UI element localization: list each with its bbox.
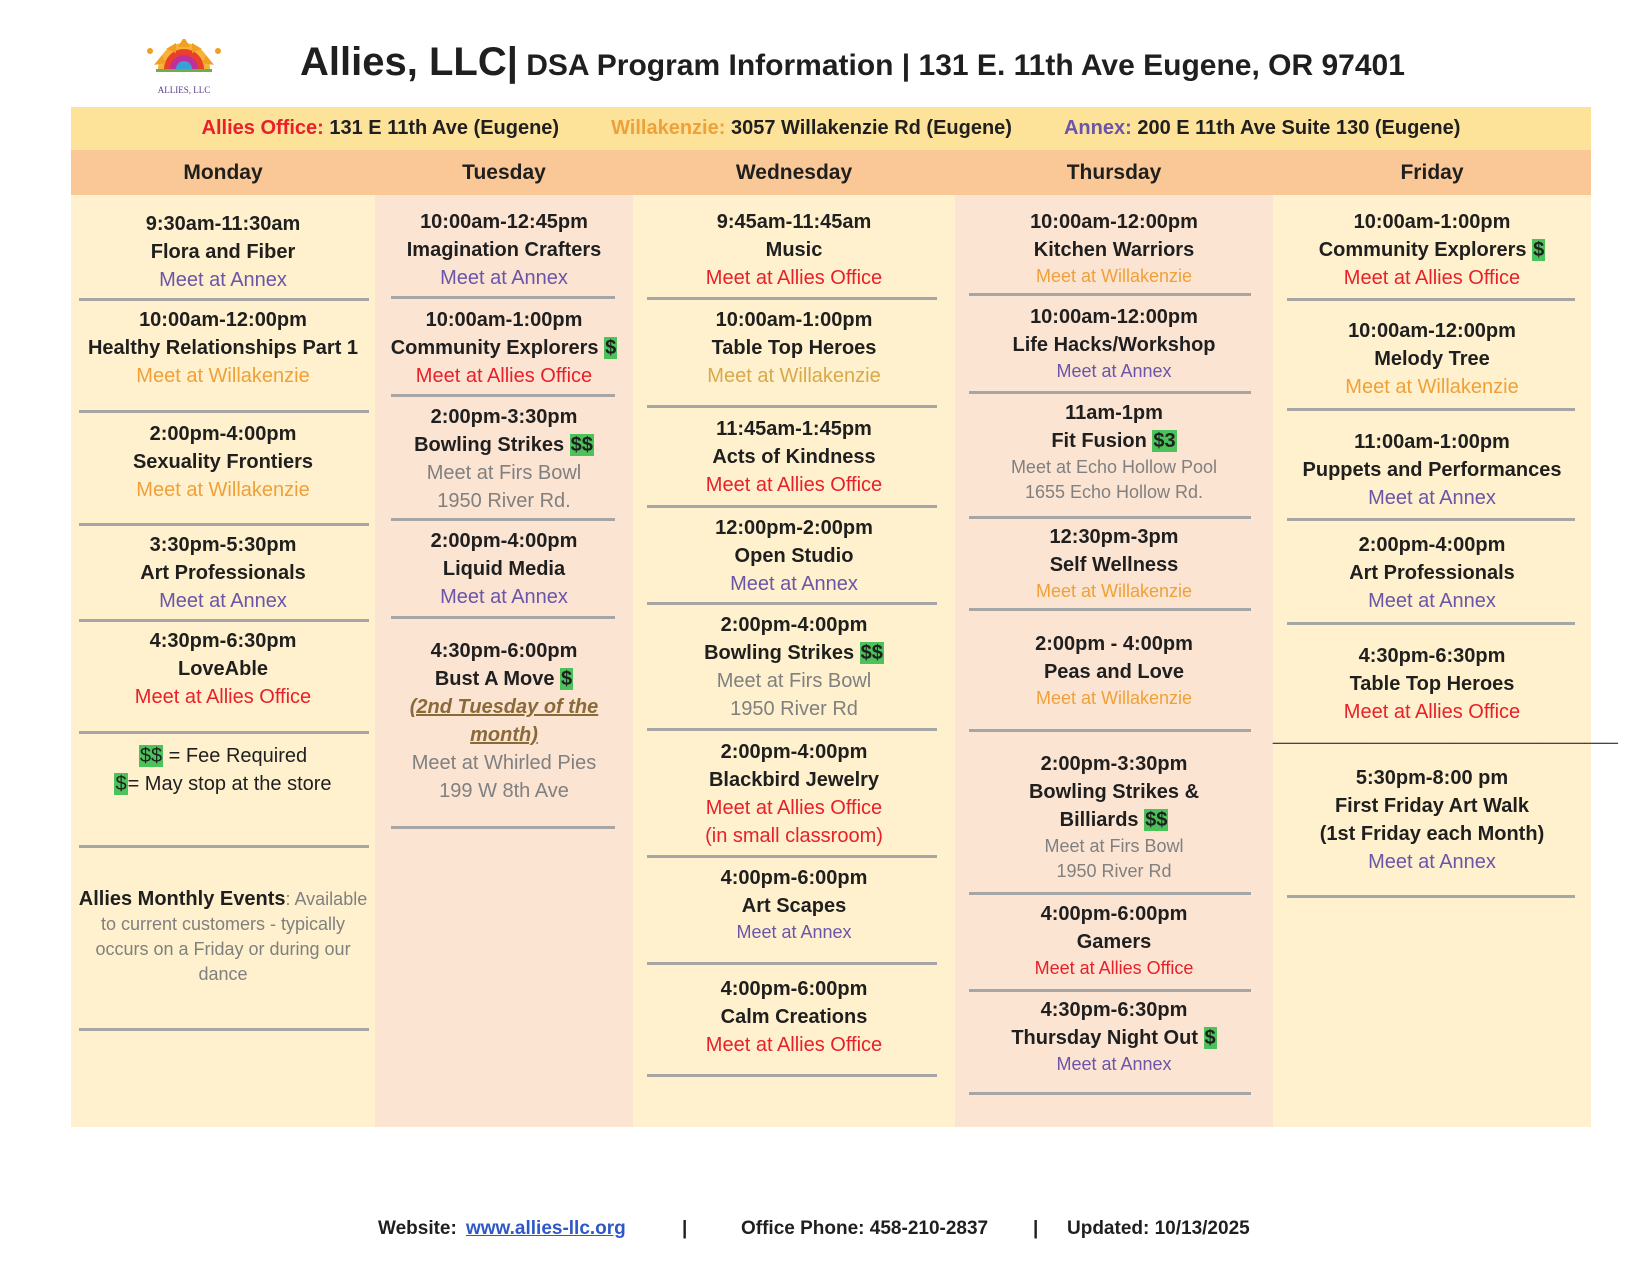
divider — [1287, 298, 1575, 301]
friday-program: 4:30pm-6:30pm Table Top Heroes Meet at Allies Office — [1343, 645, 1521, 723]
divider — [969, 892, 1251, 895]
website-link[interactable]: www.allies-llc.org — [466, 1218, 626, 1239]
office-phone: Office Phone: 458-210-2837 — [741, 1218, 989, 1239]
monday-program: 4:30pm-6:30pm LoveAble Meet at Allies Office — [134, 630, 312, 708]
friday-program: 11:00am-1:00pm Puppets and Performances Meet at Annex — [1302, 431, 1562, 509]
day-wednesday: Wednesday — [735, 161, 853, 184]
tuesday-program: 4:30pm-6:00pm Bust A Move $ (2nd Tuesday of the month) Meet at Whirled Pies 199 W 8th Ave — [409, 640, 599, 802]
divider — [647, 962, 937, 965]
monday-program: 2:00pm-4:00pm Sexuality Frontiers Meet at Willakenzie — [132, 423, 314, 501]
wednesday-program: 12:00pm-2:00pm Open Studio Meet at Annex — [715, 517, 873, 595]
wednesday-program: 2:00pm-4:00pm Blackbird Jewelry Meet at Allies Office (in small classroom) — [705, 741, 883, 847]
thursday-program: 4:30pm-6:30pm Thursday Night Out $ Meet at Annex — [1011, 999, 1216, 1074]
divider — [391, 518, 615, 521]
divider — [647, 297, 937, 300]
divider — [1287, 518, 1575, 521]
tuesday-program: 2:00pm-4:00pm Liquid Media Meet at Annex — [430, 530, 578, 608]
wednesday-program: 4:00pm-6:00pm Art Scapes Meet at Annex — [720, 867, 868, 942]
divider — [391, 616, 615, 619]
monday-program: 9:30am-11:30am Flora and Fiber Meet at Annex — [145, 213, 301, 291]
divider — [79, 731, 369, 734]
footer-separator: | — [1033, 1218, 1039, 1239]
day-thursday: Thursday — [1066, 161, 1162, 184]
monthly-events-note: Allies Monthly Events: Available to current customers - typically occurs on a Friday or during our dance — [78, 888, 368, 984]
divider — [1287, 895, 1575, 898]
thursday-program: 10:00am-12:00pm Kitchen Warriors Meet at Willakenzie — [1030, 211, 1198, 286]
tuesday-program: 10:00am-1:00pm Community Explorers $ Meet at Allies Office — [390, 309, 617, 387]
divider — [79, 1028, 369, 1031]
divider — [647, 505, 937, 508]
tuesday-program: 2:00pm-3:30pm Bowling Strikes $$ Meet at Firs Bowl 1950 River Rd. — [414, 406, 593, 512]
divider — [969, 293, 1251, 296]
friday-divider-line: _______________________________ — [1273, 723, 1618, 745]
divider — [79, 523, 369, 526]
divider — [647, 405, 937, 408]
allies-logo — [140, 39, 228, 97]
page-title — [300, 40, 1405, 85]
divider — [79, 619, 369, 622]
thursday-program: 11am-1pm Fit Fusion $3 Meet at Echo Hollow Pool 1655 Echo Hollow Rd. — [1010, 402, 1218, 502]
locations-bar — [71, 107, 1591, 150]
divider — [391, 296, 615, 299]
divider — [969, 516, 1251, 519]
day-friday: Friday — [1400, 161, 1464, 184]
divider — [969, 989, 1251, 992]
wednesday-program: 9:45am-11:45am Music Meet at Allies Office — [705, 211, 883, 289]
thursday-program: 2:00pm-3:30pm Bowling Strikes & Billiards $$ Meet at Firs Bowl 1950 River Rd — [1028, 753, 1200, 881]
page-header — [0, 34, 1650, 94]
wednesday-program: 4:00pm-6:00pm Calm Creations Meet at Allies Office — [705, 978, 883, 1056]
wednesday-program: 10:00am-1:00pm Table Top Heroes Meet at Willakenzie — [707, 309, 881, 387]
location-allies-office: Allies Office: 131 E 11th Ave (Eugene) — [201, 117, 560, 139]
fee-legend: $$ = Fee Required $= May stop at the store — [115, 745, 332, 795]
wednesday-program: 11:45am-1:45pm Acts of Kindness Meet at Allies Office — [705, 418, 883, 496]
divider — [969, 391, 1251, 394]
divider — [647, 855, 937, 858]
divider — [969, 729, 1251, 732]
days-header — [71, 150, 1591, 195]
divider — [79, 845, 369, 848]
location-annex: Annex: 200 E 11th Ave Suite 130 (Eugene) — [1063, 117, 1461, 139]
friday-program: 10:00am-1:00pm Community Explorers $ Meet at Allies Office — [1318, 211, 1545, 289]
divider — [1287, 622, 1575, 625]
divider — [969, 1092, 1251, 1095]
divider — [1287, 408, 1575, 411]
tuesday-program: 10:00am-12:45pm Imagination Crafters Meet at Annex — [406, 211, 602, 289]
title-sub: DSA Program Information | 131 E. 11th Ave Eugene, OR 97401 — [517, 49, 1405, 82]
svg-text:ALLIES, LLC: ALLIES, LLC — [157, 85, 211, 95]
divider — [647, 728, 937, 731]
friday-program: 5:30pm-8:00 pm First Friday Art Walk (1st Friday each Month) Meet at Annex — [1319, 767, 1545, 873]
thursday-program: 4:00pm-6:00pm Gamers Meet at Allies Office — [1034, 903, 1194, 978]
page-footer — [0, 1218, 1650, 1248]
day-tuesday: Tuesday — [462, 161, 546, 184]
friday-program: 2:00pm-4:00pm Art Professionals Meet at Annex — [1349, 534, 1515, 612]
day-monday: Monday — [183, 161, 263, 184]
divider — [79, 410, 369, 413]
divider — [391, 826, 615, 829]
divider — [391, 394, 615, 397]
divider — [969, 608, 1251, 611]
friday-program: 10:00am-12:00pm Melody Tree Meet at Willakenzie — [1345, 320, 1519, 398]
website-label: Website: — [378, 1218, 457, 1239]
thursday-program: 10:00am-12:00pm Life Hacks/Workshop Meet at Annex — [1012, 306, 1216, 381]
divider — [79, 298, 369, 301]
wednesday-program: 2:00pm-4:00pm Bowling Strikes $$ Meet at Firs Bowl 1950 River Rd — [704, 614, 883, 720]
divider — [647, 1074, 937, 1077]
location-willakenzie: Willakenzie: 3057 Willakenzie Rd (Eugene) — [611, 117, 1012, 139]
monday-program: 10:00am-12:00pm Healthy Relationships Part 1 Meet at Willakenzie — [87, 309, 359, 387]
title-main: Allies, LLC| — [300, 40, 518, 84]
divider — [647, 602, 937, 605]
footer-separator: | — [682, 1218, 688, 1239]
updated-date: Updated: 10/13/2025 — [1067, 1218, 1250, 1239]
thursday-program: 2:00pm - 4:00pm Peas and Love Meet at Willakenzie — [1035, 633, 1193, 708]
monday-program: 3:30pm-5:30pm Art Professionals Meet at Annex — [140, 534, 306, 612]
thursday-program: 12:30pm-3pm Self Wellness Meet at Willakenzie — [1035, 526, 1193, 601]
